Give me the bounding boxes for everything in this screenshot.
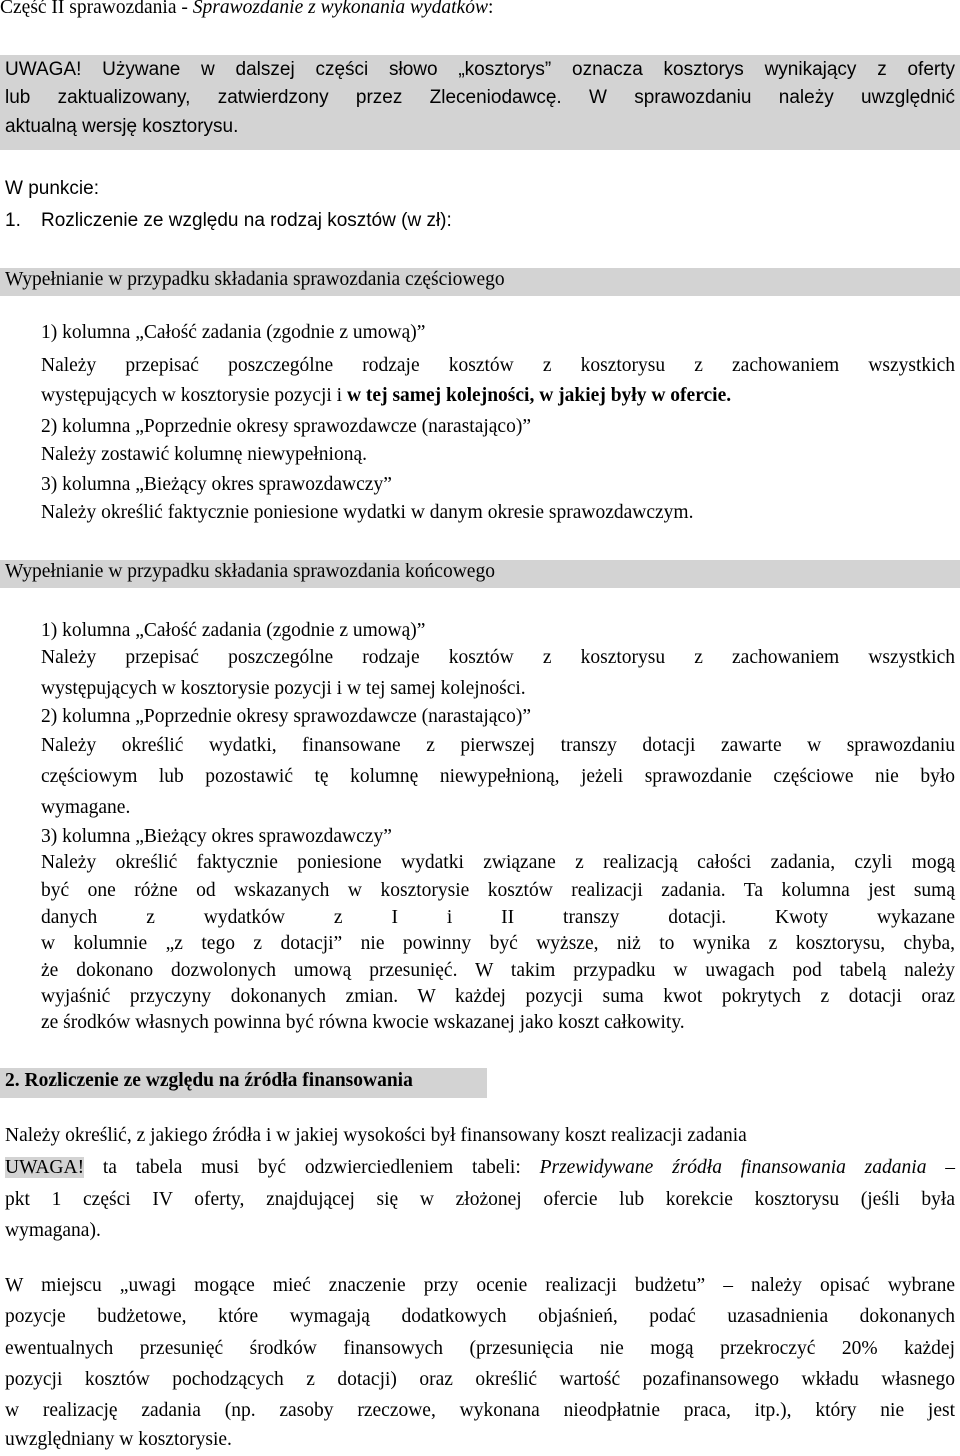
- partial-heading-bar: [0, 268, 960, 296]
- partial-col3-text: Należy określić faktycznie poniesione wydatki w danym okresie sprawozdawczym.: [41, 502, 694, 523]
- final-col1-line-1: Należy przepisać poszczególne rodzaje kosztów z kosztorysu z zachowaniem wszystkich: [41, 647, 955, 668]
- final-col1-label: 1) kolumna „Całość zadania (zgodnie z umową)”: [41, 620, 426, 641]
- section1-title: Rozliczenie ze względu na rodzaj kosztów (w zł):: [41, 210, 452, 231]
- partial-col1-label: 1) kolumna „Całość zadania (zgodnie z umową)”: [41, 322, 426, 343]
- final-col1-line-2: występujących w kosztorysie pozycji i w tej samej kolejności.: [41, 678, 526, 699]
- remarks-line-6: uwzględniany w kosztorysie.: [5, 1429, 232, 1450]
- partial-col3-label: 3) kolumna „Bieżący okres sprawozdawczy”: [41, 474, 392, 495]
- section2-warn-dash: –: [926, 1157, 956, 1178]
- section2-intro: Należy określić, z jakiego źródła i w jakiej wysokości był finansowany koszt realizacji zadania: [5, 1125, 747, 1146]
- partial-col2-label: 2) kolumna „Poprzednie okresy sprawozdawcze (narastająco)”: [41, 416, 531, 437]
- partial-col1-line-2-bold: w tej samej kolejności, w jakiej były w ofercie.: [346, 385, 732, 406]
- warning-line-1: UWAGA! Używane w dalszej części słowo „kosztorys” oznacza kosztorys wynikający z oferty: [5, 59, 955, 80]
- final-col3-line-4: w kolumnie „z tego z dotacji” nie powinny być wyższe, niż to wynika z kosztorysu, chyba,: [41, 933, 955, 954]
- final-heading-bar: [0, 560, 960, 588]
- part-title-suffix: :: [487, 0, 494, 18]
- final-col3-line-7: ze środków własnych powinna być równa kwocie wskazanej jako koszt całkowity.: [41, 1012, 685, 1033]
- final-col3-line-2: być one różne od wskazanych w kosztorysie kosztów realizacji zadania. Ta kolumna jest sumą: [41, 880, 955, 901]
- remarks-line-2: pozycje budżetowe, które wymagają dodatkowych objaśnień, podać uzasadnienia dokonanych: [5, 1306, 955, 1327]
- warning-block: [0, 55, 960, 150]
- final-col3-line-3: danych z wydatków z I i II transzy dotacji. Kwoty wykazane: [41, 907, 955, 928]
- remarks-line-4: pozycji kosztów pochodzących z dotacji) oraz określić wartość pozafinansowego wkładu własnego: [5, 1369, 955, 1390]
- warning-line-3: aktualną wersję kosztorysu.: [5, 116, 239, 137]
- final-col2-line-1: Należy określić wydatki, finansowane z pierwszej transzy dotacji zawarte w sprawozdaniu: [41, 735, 955, 756]
- final-col2-label: 2) kolumna „Poprzednie okresy sprawozdawcze (narastająco)”: [41, 706, 531, 727]
- warning-line-2: lub zaktualizowany, zatwierdzony przez Zleceniodawcę. W sprawozdaniu należy uwzględnić: [5, 87, 955, 108]
- partial-col1-line-1: Należy przepisać poszczególne rodzaje kosztów z kosztorysu z zachowaniem wszystkich: [41, 355, 955, 376]
- section1-number: 1.: [5, 210, 21, 231]
- partial-col2-text: Należy zostawić kolumnę niewypełnioną.: [41, 444, 367, 465]
- final-col3-line-6: wyjaśnić przyczyny dokonanych zmian. W każdej pozycji suma kwot pokrytych z dotacji oraz: [41, 986, 955, 1007]
- section2-title: 2. Rozliczenie ze względu na źródła finansowania: [5, 1070, 413, 1091]
- section2-warn-italic: Przewidywane źródła finansowania zadania: [539, 1157, 927, 1178]
- remarks-line-1: W miejscu „uwagi mogące mieć znaczenie przy ocenie realizacji budżetu” – należy opisać wybrane: [5, 1275, 955, 1296]
- final-col3-line-5: że dokonano dozwolonych umową przesunięć. W takim przypadku w uwagach pod tabelą należy: [41, 960, 955, 981]
- section2-warn-line-1: [5, 1157, 955, 1179]
- section2-warn-line-2: pkt 1 części IV oferty, znajdującej się w złożonej ofercie lub korekcie kosztorysu (jeśli była: [5, 1189, 955, 1210]
- final-col3-line-1: Należy określić faktycznie poniesione wydatki związane z realizacją całości zadania, czyli mogą: [41, 852, 955, 873]
- section2-warn-text: ta tabela musi być odzwierciedleniem tabeli:: [84, 1157, 540, 1178]
- section2-warn-line-3: wymagana).: [5, 1220, 101, 1241]
- partial-col1-line-2-normal: występujących w kosztorysie pozycji i: [41, 385, 347, 406]
- w-punkcie-label: W punkcie:: [5, 178, 99, 199]
- part-title: [0, 0, 960, 19]
- section2-title-bar: [0, 1068, 487, 1098]
- final-col3-label: 3) kolumna „Bieżący okres sprawozdawczy”: [41, 826, 392, 847]
- partial-col1-line-2: [41, 385, 955, 407]
- final-col2-line-2: częściowym lub pozostawić tę kolumnę niewypełnioną, jeżeli sprawozdanie częściowe nie było: [41, 766, 955, 787]
- final-heading: Wypełnianie w przypadku składania sprawozdania końcowego: [5, 561, 495, 582]
- part-title-prefix: Część II sprawozdania -: [0, 0, 193, 18]
- remarks-line-5: w realizację zadania (np. zasoby rzeczowe, wykonana nieodpłatnie praca, itp.), który nie jest: [5, 1400, 955, 1421]
- partial-heading: Wypełnianie w przypadku składania sprawozdania częściowego: [5, 269, 505, 290]
- section2-warn-label: UWAGA!: [5, 1157, 85, 1178]
- part-title-italic: Sprawozdanie z wykonania wydatków: [192, 0, 488, 18]
- remarks-line-3: ewentualnych przesunięć środków finansowych (przesunięcia nie mogą przekroczyć 20% każdej: [5, 1338, 955, 1359]
- final-col2-line-3: wymagane.: [41, 797, 131, 818]
